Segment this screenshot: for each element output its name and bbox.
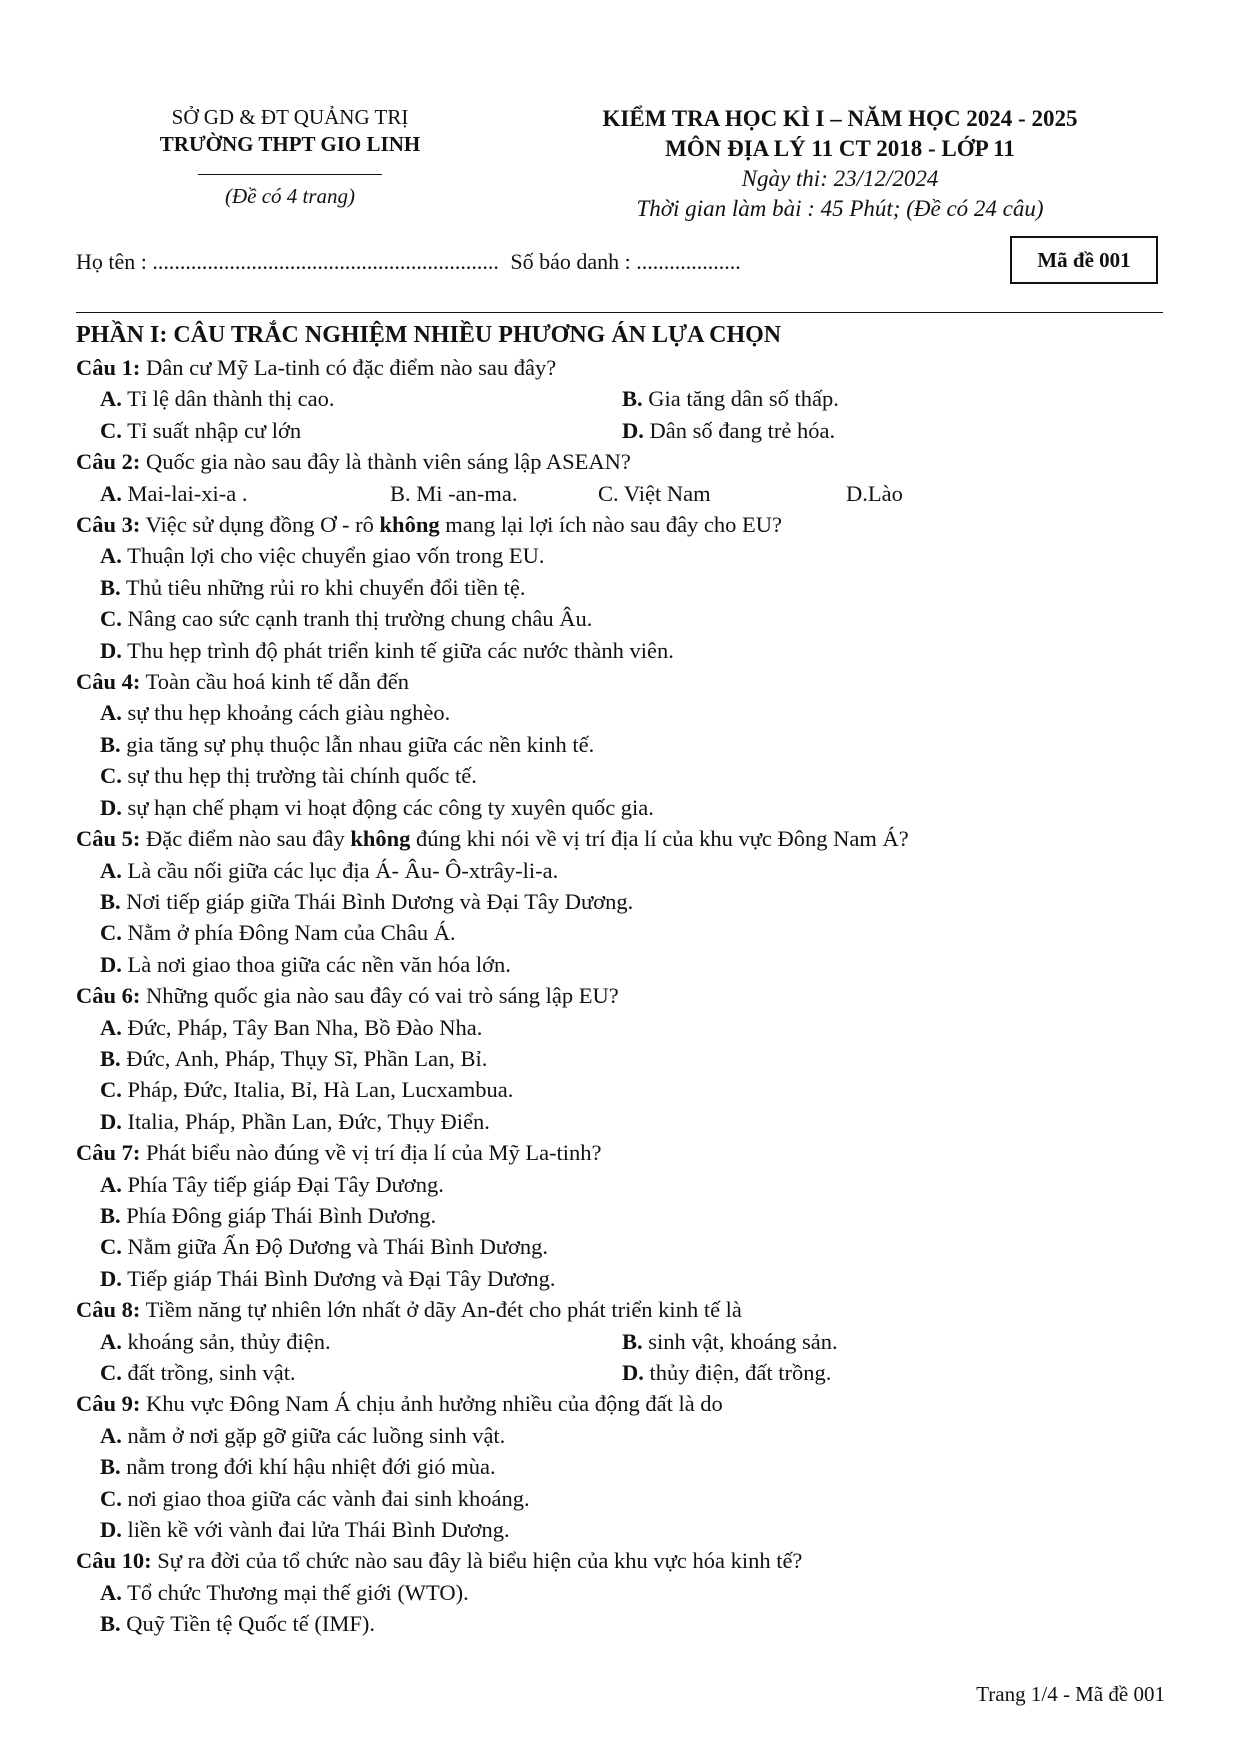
option bbox=[76, 1263, 1166, 1294]
option-text: Nâng cao sức cạnh tranh thị trường chung châu Âu. bbox=[121, 606, 593, 632]
option-row bbox=[76, 1357, 1166, 1388]
option-text: Thu hẹp trình độ phát triển kinh tế giữa các nước thành viên. bbox=[121, 637, 674, 663]
option-key: A. bbox=[100, 543, 122, 569]
option-text: sự thu hẹp thị trường tài chính quốc tế. bbox=[121, 763, 477, 789]
option-text: Là cầu nối giữa các lục địa Á- Âu- Ô-xtrây-li-a. bbox=[121, 857, 559, 883]
option bbox=[76, 540, 1166, 571]
option-key: C. bbox=[100, 763, 122, 789]
option bbox=[76, 855, 1166, 886]
question bbox=[76, 1294, 1166, 1325]
questions-section bbox=[76, 318, 1166, 1640]
option bbox=[76, 1043, 1166, 1074]
question-text: đúng khi nói về vị trí địa lí của khu vực Đông Nam Á? bbox=[410, 826, 909, 852]
question-label: Câu 3: bbox=[76, 512, 141, 538]
option: D.Lào bbox=[846, 480, 903, 506]
option-text: Tổ chức Thương mại thế giới (WTO). bbox=[121, 1579, 469, 1605]
question-emphasis: không bbox=[350, 826, 411, 852]
exam-date: Ngày thi: 23/12/2024 bbox=[741, 166, 939, 191]
option-key: B. bbox=[100, 1045, 121, 1071]
option-key: D. bbox=[100, 951, 122, 977]
option-text: nơi giao thoa giữa các vành đai sinh khoáng. bbox=[121, 1485, 530, 1511]
option-text: Thuận lợi cho việc chuyển giao vốn trong EU. bbox=[121, 543, 545, 569]
question bbox=[76, 1545, 1166, 1576]
option-key: B. bbox=[622, 386, 643, 412]
question-label: Câu 5: bbox=[76, 826, 141, 852]
question bbox=[76, 666, 1166, 697]
option-key: C. bbox=[100, 417, 122, 443]
option-key: B. bbox=[100, 888, 121, 914]
option-text: Đức, Pháp, Tây Ban Nha, Bồ Đào Nha. bbox=[121, 1014, 483, 1040]
question bbox=[76, 1388, 1166, 1419]
option bbox=[76, 729, 1166, 760]
option bbox=[76, 1451, 1166, 1482]
option-text: Tỉ suất nhập cư lớn bbox=[121, 417, 302, 443]
subject-title: MÔN ĐỊA LÝ 11 CT 2018 - LỚP 11 bbox=[665, 136, 1015, 161]
question-text: Khu vực Đông Nam Á chịu ảnh hưởng nhiều của động đất là do bbox=[140, 1391, 723, 1417]
option-key: A. bbox=[100, 857, 122, 883]
option bbox=[76, 917, 1166, 948]
option bbox=[76, 572, 1166, 603]
option-key: C. bbox=[100, 606, 122, 632]
option-text: Nằm ở phía Đông Nam của Châu Á. bbox=[121, 920, 456, 946]
option-key: A. bbox=[100, 1014, 122, 1040]
question bbox=[76, 823, 1166, 854]
option-key: B. bbox=[100, 731, 121, 757]
question bbox=[76, 1137, 1166, 1168]
option-key: A. bbox=[100, 700, 122, 726]
question bbox=[76, 980, 1166, 1011]
option bbox=[76, 949, 1166, 980]
question-text: Sự ra đời của tổ chức nào sau đây là biểu hiện của khu vực hóa kinh tế? bbox=[151, 1548, 803, 1574]
option-key: D. bbox=[100, 637, 122, 663]
header-divider bbox=[198, 174, 382, 175]
header-right bbox=[560, 104, 1120, 224]
option-text: sự hạn chế phạm vi hoạt động các công ty xuyên quốc gia. bbox=[121, 794, 654, 820]
question-text: Đặc điểm nào sau đây bbox=[140, 826, 351, 852]
option-key: A. bbox=[100, 1171, 122, 1197]
option-text: Nằm giữa Ấn Độ Dương và Thái Bình Dương. bbox=[121, 1234, 549, 1260]
option-key: B. bbox=[100, 1202, 121, 1228]
option-key: D. bbox=[100, 794, 122, 820]
pages-note: (Đề có 4 trang) bbox=[224, 184, 356, 208]
question-text: Những quốc gia nào sau đây có vai trò sáng lập EU? bbox=[140, 983, 619, 1009]
option-text: sự thu hẹp khoảng cách giàu nghèo. bbox=[121, 700, 451, 726]
option-key: C. bbox=[100, 1234, 122, 1260]
question-label: Câu 4: bbox=[76, 669, 141, 695]
option bbox=[76, 1483, 1166, 1514]
option bbox=[100, 478, 390, 509]
header-left bbox=[150, 104, 430, 210]
option-text: Quỹ Tiền tệ Quốc tế (IMF). bbox=[120, 1611, 376, 1637]
option bbox=[76, 1231, 1166, 1262]
question bbox=[76, 352, 1166, 383]
option bbox=[622, 1357, 1144, 1388]
option bbox=[76, 1420, 1166, 1451]
question-label: Câu 10: bbox=[76, 1548, 152, 1574]
question-text: Quốc gia nào sau đây là thành viên sáng lập ASEAN? bbox=[140, 449, 631, 475]
school-name: TRƯỜNG THPT GIO LINH bbox=[159, 132, 421, 156]
option bbox=[100, 415, 622, 446]
option-key: A. bbox=[100, 1579, 122, 1605]
question bbox=[76, 509, 1166, 540]
option-text: Phía Đông giáp Thái Bình Dương. bbox=[120, 1202, 437, 1228]
option bbox=[76, 1106, 1166, 1137]
question-text: mang lại lợi ích nào sau đây cho EU? bbox=[439, 512, 783, 538]
option-row bbox=[76, 478, 1166, 509]
option bbox=[76, 1577, 1166, 1608]
option-text: Mai-lai-xi-a . bbox=[121, 480, 248, 506]
option-text: Pháp, Đức, Italia, Bỉ, Hà Lan, Lucxambua. bbox=[121, 1077, 514, 1103]
option-text: gia tăng sự phụ thuộc lẫn nhau giữa các nền kinh tế. bbox=[120, 731, 595, 757]
option bbox=[76, 1608, 1166, 1639]
option-key: B. bbox=[100, 1611, 121, 1637]
option-text: nằm ở nơi gặp gỡ giữa các luồng sinh vật. bbox=[121, 1422, 506, 1448]
option-key: D. bbox=[100, 1517, 122, 1543]
option-text: Phía Tây tiếp giáp Đại Tây Dương. bbox=[121, 1171, 444, 1197]
option-key: A. bbox=[100, 480, 122, 506]
option-key: D. bbox=[100, 1265, 122, 1291]
option-key: B. bbox=[100, 574, 121, 600]
option bbox=[76, 1514, 1166, 1545]
question-label: Câu 1: bbox=[76, 355, 141, 380]
option-row bbox=[76, 1326, 1166, 1357]
option bbox=[100, 383, 622, 414]
option-text: nằm trong đới khí hậu nhiệt đới gió mùa. bbox=[120, 1454, 496, 1480]
option bbox=[76, 697, 1166, 728]
question-emphasis: không bbox=[379, 512, 440, 538]
exam-code-box: Mã đề 001 bbox=[1010, 236, 1158, 284]
option-text: Là nơi giao thoa giữa các nền văn hóa lớn. bbox=[121, 951, 511, 977]
option bbox=[76, 1074, 1166, 1105]
exam-duration: Thời gian làm bài : 45 Phút; (Đề có 24 câu) bbox=[636, 196, 1044, 221]
question-label: Câu 7: bbox=[76, 1140, 141, 1166]
option bbox=[76, 1200, 1166, 1231]
option bbox=[100, 1357, 622, 1388]
option bbox=[622, 1326, 1144, 1357]
option-key: A. bbox=[100, 386, 122, 412]
option bbox=[622, 415, 1144, 446]
option-text: khoáng sản, thủy điện. bbox=[121, 1328, 331, 1354]
option-text: Thủ tiêu những rủi ro khi chuyển đổi tiền tệ. bbox=[120, 574, 526, 600]
question-label: Câu 6: bbox=[76, 983, 141, 1009]
option-text: Đức, Anh, Pháp, Thụy Sĩ, Phần Lan, Bỉ. bbox=[120, 1045, 488, 1071]
option-key: D. bbox=[622, 1360, 644, 1385]
option-key: D. bbox=[622, 417, 644, 443]
exam-title: KIỂM TRA HỌC KÌ I – NĂM HỌC 2024 - 2025 bbox=[602, 106, 1078, 131]
option-key: A. bbox=[100, 1422, 122, 1448]
option bbox=[76, 635, 1166, 666]
question-label: Câu 2: bbox=[76, 449, 141, 475]
student-info-row bbox=[76, 249, 741, 275]
option bbox=[76, 1169, 1166, 1200]
option-text: Nơi tiếp giáp giữa Thái Bình Dương và Đại Tây Dương. bbox=[120, 888, 634, 914]
option-text: sinh vật, khoáng sản. bbox=[642, 1328, 838, 1354]
option bbox=[622, 383, 1144, 414]
option-key: C. bbox=[100, 1485, 122, 1511]
student-id-field: Số báo danh : ................... bbox=[510, 249, 741, 274]
option bbox=[100, 1326, 622, 1357]
option-text: đất trồng, sinh vật. bbox=[121, 1360, 296, 1385]
question-text: Dân cư Mỹ La-tinh có đặc điểm nào sau đây? bbox=[140, 355, 557, 380]
option-key: D. bbox=[100, 1108, 122, 1134]
option-text: thủy điện, đất trồng. bbox=[643, 1360, 832, 1385]
section-title: PHẦN I: CÂU TRẮC NGHIỆM NHIỀU PHƯƠNG ÁN LỰA CHỌN bbox=[76, 322, 782, 348]
option-row bbox=[76, 415, 1166, 446]
question-text: Phát biểu nào đúng về vị trí địa lí của Mỹ La-tinh? bbox=[140, 1140, 602, 1166]
question-text: Việc sử dụng đồng Ơ - rô bbox=[140, 512, 380, 538]
option-text: Italia, Pháp, Phần Lan, Đức, Thụy Điển. bbox=[121, 1108, 490, 1134]
option bbox=[76, 886, 1166, 917]
option bbox=[76, 1012, 1166, 1043]
question bbox=[76, 446, 1166, 477]
page-footer: Trang 1/4 - Mã đề 001 bbox=[976, 1682, 1165, 1706]
option: B. Mi -an-ma. bbox=[390, 480, 518, 506]
question-text: Toàn cầu hoá kinh tế dẫn đến bbox=[140, 669, 409, 695]
option-text: liền kề với vành đai lửa Thái Bình Dương. bbox=[121, 1517, 510, 1543]
option bbox=[76, 792, 1166, 823]
header-separator bbox=[76, 312, 1163, 313]
question-label: Câu 9: bbox=[76, 1391, 141, 1417]
option bbox=[76, 760, 1166, 791]
option-key: C. bbox=[100, 1360, 122, 1385]
department-name: SỞ GD & ĐT QUẢNG TRỊ bbox=[171, 105, 409, 129]
question-label: Câu 8: bbox=[76, 1297, 141, 1323]
option-text: Gia tăng dân số thấp. bbox=[642, 386, 839, 412]
option-key: C. bbox=[100, 920, 122, 946]
question-text: Tiềm năng tự nhiên lớn nhất ở dãy An-đét cho phát triển kinh tế là bbox=[140, 1297, 742, 1323]
option-row bbox=[76, 383, 1166, 414]
option-text: Tiếp giáp Thái Bình Dương và Đại Tây Dương. bbox=[121, 1265, 556, 1291]
option-text: Dân số đang trẻ hóa. bbox=[643, 417, 836, 443]
option-key: B. bbox=[622, 1328, 643, 1354]
option bbox=[76, 603, 1166, 634]
option-key: C. bbox=[100, 1077, 122, 1103]
option-key: B. bbox=[100, 1454, 121, 1480]
option-text: Tỉ lệ dân thành thị cao. bbox=[121, 386, 335, 412]
student-name-field: Họ tên : ............................................................... bbox=[76, 249, 499, 274]
option: C. Việt Nam bbox=[598, 480, 711, 506]
option-key: A. bbox=[100, 1328, 122, 1354]
